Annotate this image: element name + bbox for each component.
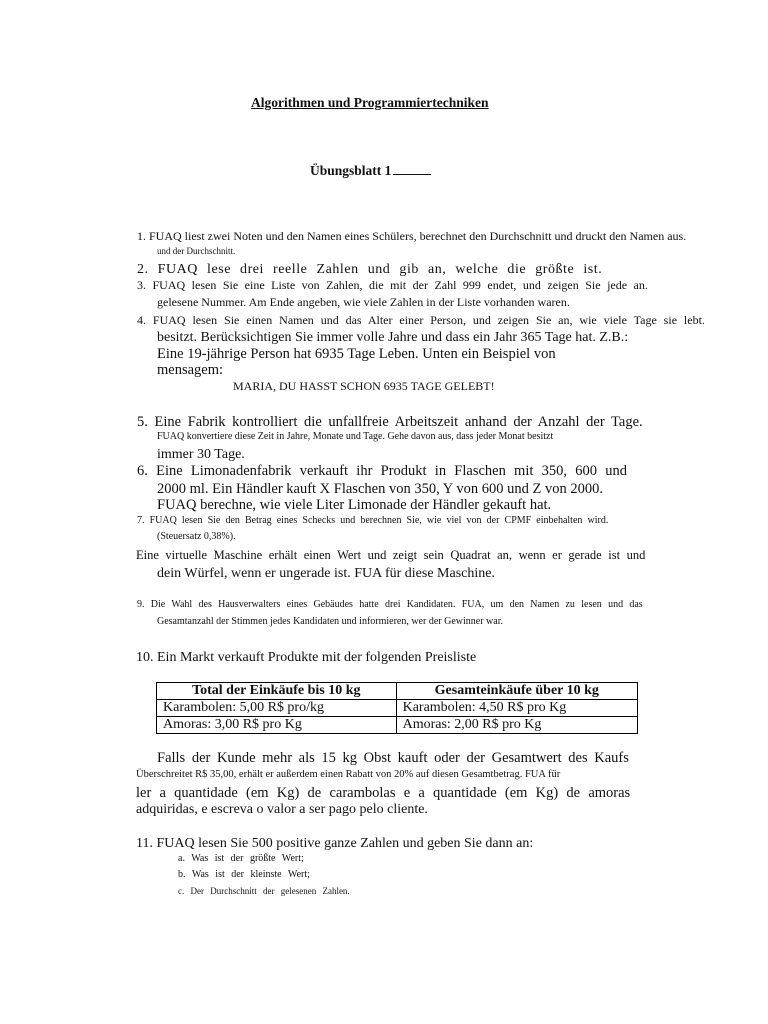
item-4-example: MARIA, DU HASST SCHON 6935 TAGE GELEBT! [233,379,495,393]
item-3-line-1: 3. FUAQ lesen Sie eine Liste von Zahlen, die mit der Zahl 999 endet, und zeigen Sie jede an. [137,278,648,292]
table-cell: Karambolen: 5,00 R$ pro/kg [157,700,397,717]
item-6-line-3: FUAQ berechne, wie viele Liter Limonade der Händler gekauft hat. [157,497,552,513]
table-row [157,717,638,734]
item-10-para-line-1: Falls der Kunde mehr als 15 kg Obst kauft oder der Gesamtwert des Kaufs [157,750,629,766]
subtitle-underline [393,162,431,175]
item-2-line-1: 2. FUAQ lese drei reelle Zahlen und gib an, welche die größte ist. [137,262,603,277]
table-row [157,700,638,717]
item-1-line-2: und der Durchschnitt. [157,246,236,256]
table-cell: Amoras: 2,00 R$ pro Kg [396,717,637,734]
item-5-line-1: 5. Eine Fabrik kontrolliert die unfallfreie Arbeitszeit anhand der Anzahl der Tage. [137,414,643,430]
item-1-text: 1. FUAQ liest zwei Noten und den Namen eines Schülers, berechnet den Durchschnitt und druckt den Namen aus. [137,229,687,243]
item-11-a: a. Was ist der größte Wert; [178,853,304,864]
price-table-header-row [157,683,638,700]
document-title: Algorithmen und Programmiertechniken [251,95,489,110]
item-9-line-1: 9. Die Wahl des Hausverwalters eines Gebäudes hatte drei Kandidaten. FUA, um den Namen zu lesen und das [137,599,643,610]
item-4-line-2: besitzt. Berücksichtigen Sie immer volle Jahre und dass ein Jahr 365 Tage hat. Z.B.: [157,330,629,345]
item-10-para-line-3: ler a quantidade (em Kg) de carambolas e a quantidade (em Kg) de amoras [136,785,631,801]
subtitle-text: Übungsblatt 1 [310,163,392,178]
table-cell: Karambolen: 4,50 R$ pro Kg [396,700,637,717]
item-8-line-1: Eine virtuelle Maschine erhält einen Wert und zeigt sein Quadrat an, wenn er gerade ist und [136,548,646,562]
item-9-line-2: Gesamtanzahl der Stimmen jedes Kandidaten und informieren, wer der Gewinner war. [157,616,503,627]
item-6-line-1: 6. Eine Limonadenfabrik verkauft ihr Produkt in Flaschen mit 350, 600 und [137,463,627,479]
item-10-para-line-4: adquiridas, e escreva o valor a ser pago pelo cliente. [136,802,428,817]
item-10-para-line-2: Überschreitet R$ 35,00, erhält er außerdem einen Rabatt von 20% auf diesen Gesamtbetrag. FUA für [136,769,561,780]
item-1-line-1 [137,229,731,244]
document-subtitle [310,162,431,179]
price-table [156,682,638,734]
item-5-line-2: FUAQ konvertiere diese Zeit in Jahre, Monate und Tage. Gehe davon aus, dass jeder Monat besitzt [157,431,554,442]
item-7-line-1: 7. FUAQ lesen Sie den Betrag eines Schecks und berechnen Sie, wie viel von der CPMF einbehalten wird. [137,515,609,526]
price-table-header-1: Total der Einkäufe bis 10 kg [157,683,397,700]
item-4-line-4: mensagem: [157,362,224,378]
item-6-line-2: 2000 ml. Ein Händler kauft X Flaschen von 350, Y von 600 und Z von 2000. [157,481,603,497]
item-7-line-2: (Steuersatz 0,38%). [157,531,236,542]
item-10-line-1: 10. Ein Markt verkauft Produkte mit der folgenden Preisliste [136,650,477,665]
item-5-line-3: immer 30 Tage. [157,447,245,462]
item-8-line-2: dein Würfel, wenn er ungerade ist. FUA für diese Maschine. [157,566,495,581]
price-table-header-2: Gesamteinkäufe über 10 kg [396,683,637,700]
item-4-line-1: 4. FUAQ lesen Sie einen Namen und das Alter einer Person, und zeigen Sie an, wie viele Tage sie lebt. [137,313,705,327]
item-3-line-2: gelesene Nummer. Am Ende angeben, wie viele Zahlen in der Liste vorhanden waren. [157,295,570,309]
item-11-c: c. Der Durchschnitt der gelesenen Zahlen. [178,886,350,896]
item-11-b: b. Was ist der kleinste Wert; [178,869,310,880]
item-11-line-1: 11. FUAQ lesen Sie 500 positive ganze Zahlen und geben Sie dann an: [136,836,534,851]
table-cell: Amoras: 3,00 R$ pro Kg [157,717,397,734]
item-4-line-3: Eine 19-jährige Person hat 6935 Tage Leben. Unten ein Beispiel von [157,346,556,362]
